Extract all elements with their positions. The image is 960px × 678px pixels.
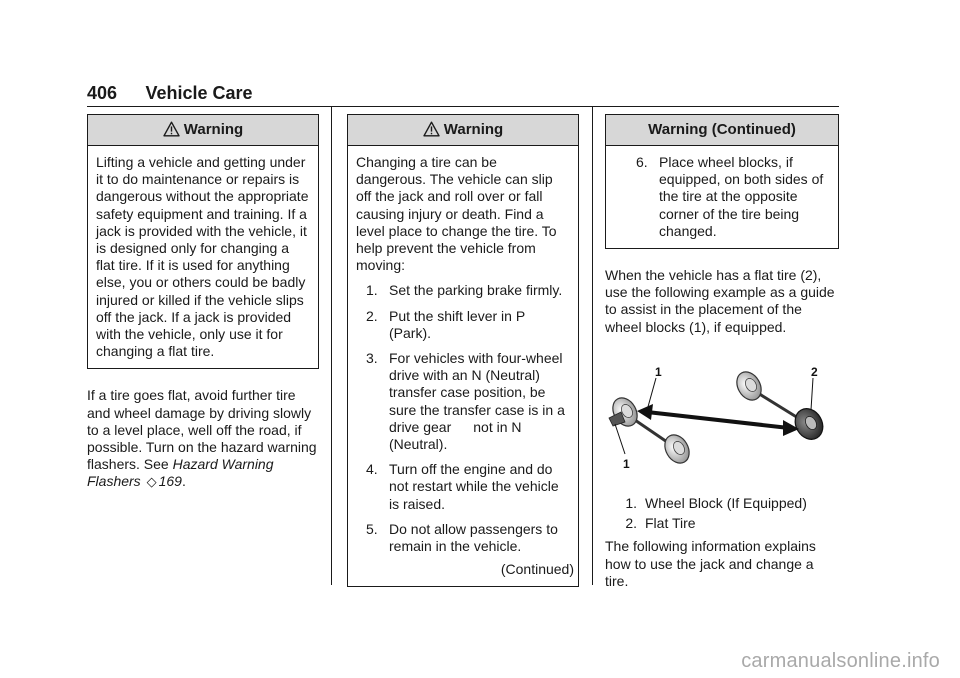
column-middle xyxy=(347,114,579,587)
warning-heading-label: Warning xyxy=(443,121,504,138)
wheel-block-figure xyxy=(601,366,839,485)
list-item xyxy=(356,350,570,453)
callout-leader xyxy=(811,378,813,410)
hazard-warning-flashers-link[interactable]: Hazard Warning Flashers xyxy=(87,456,274,490)
step-text xyxy=(389,350,570,453)
wheel-block-diagram xyxy=(601,366,839,481)
legend-number: 2. xyxy=(625,515,637,532)
step-text-part: not in N (Neutral). xyxy=(389,418,522,453)
callout-label: 2 xyxy=(811,365,818,379)
callout-leader xyxy=(615,424,625,454)
list-item xyxy=(614,154,830,240)
warning-box-continued xyxy=(605,114,839,249)
step-number: 4. xyxy=(366,461,378,478)
step-number: 1. xyxy=(366,282,378,299)
column-left xyxy=(87,114,319,491)
list-item xyxy=(605,495,839,512)
step-number: 5. xyxy=(366,520,378,537)
step-text: Set the parking brake firmly. xyxy=(389,282,563,299)
column-divider-right xyxy=(592,107,593,585)
continued-steps-list xyxy=(614,154,830,240)
wheel-block-paragraph: When the vehicle has a flat tire (2), use the following example as a guide to assist in the placement of the wheel blocks (1), if equipped. xyxy=(605,267,835,335)
warning-heading-label: Warning xyxy=(183,121,244,138)
column-divider-left xyxy=(331,107,332,585)
warning-intro: Changing a tire can be dangerous. The vehicle can slip off the jack and roll over or fall causing injury or death. Find a level place to change the tire. To help prevent the vehicle from moving: xyxy=(356,154,557,274)
callout-label: 1 xyxy=(623,456,630,471)
warning-triangle-icon xyxy=(423,121,440,137)
warning-heading xyxy=(88,115,318,146)
watermark: carmanualsonline.info xyxy=(741,650,940,672)
list-item xyxy=(356,521,570,555)
figure-legend xyxy=(605,495,839,532)
header-rule xyxy=(87,106,839,107)
continued-label: (Continued) xyxy=(500,561,574,578)
list-item xyxy=(356,282,570,299)
step-number: 2. xyxy=(366,307,378,324)
warning-box-lifting xyxy=(87,114,319,369)
diagonal-arrow xyxy=(647,412,789,428)
arrow-head-left xyxy=(637,404,653,420)
legend-text: Flat Tire xyxy=(645,515,696,532)
warning-body: Lifting a vehicle and getting under it to do maintenance or repairs is dangerous without the appropriate safety equipment and training. If a jack is provided with the vehicle, it is designed only for changing a flat tire. If it is used for anything else, you or others could be badly injured or killed if the vehicle slips off the jack. If a jack is provided with the vehicle, only use it for changing a flat tire. xyxy=(96,154,309,360)
warning-heading xyxy=(348,115,578,146)
page-reference-icon: ◇ xyxy=(146,474,157,490)
page-header xyxy=(87,83,839,104)
page-number: 406 xyxy=(87,83,118,103)
legend-text: Wheel Block (If Equipped) xyxy=(645,495,807,512)
step-text: Do not allow passengers to remain in the vehicle. xyxy=(389,520,558,555)
legend-number: 1. xyxy=(625,495,637,512)
list-item xyxy=(356,308,570,342)
step-text-part: For vehicles with four-wheel drive with an N (Neutral) transfer case position, be sure the transfer case is in a drive gear xyxy=(389,350,565,435)
column-right xyxy=(605,114,839,590)
warning-heading: Warning (Continued) xyxy=(606,115,838,146)
step-number: 6. xyxy=(636,154,648,170)
list-item xyxy=(605,515,839,532)
jack-info-paragraph: The following information explains how to use the jack and change a tire. xyxy=(605,538,816,589)
step-text: Put the shift lever in P (Park). xyxy=(389,307,525,341)
step-number: 3. xyxy=(366,350,378,367)
flat-tire-text: If a tire goes flat, avoid further tire and wheel damage by driving slowly to a level place, well off the road, if possible. Turn on the hazard warning flashers. See xyxy=(87,387,317,473)
step-text: Place wheel blocks, if equipped, on both sides of the tire at the opposite corner of the tire being changed. xyxy=(659,154,824,239)
list-item xyxy=(356,461,570,513)
section-title: Vehicle Care xyxy=(145,83,253,103)
step-text: Turn off the engine and do not restart while the vehicle is raised. xyxy=(389,461,559,512)
callout-label: 1 xyxy=(655,365,662,379)
page-reference-number[interactable]: 169 xyxy=(158,473,182,490)
sentence-end: . xyxy=(181,473,186,490)
warning-triangle-icon xyxy=(163,121,180,137)
warning-box-changing xyxy=(347,114,579,587)
safety-steps-list xyxy=(356,282,570,555)
flat-tire-paragraph xyxy=(87,387,319,490)
